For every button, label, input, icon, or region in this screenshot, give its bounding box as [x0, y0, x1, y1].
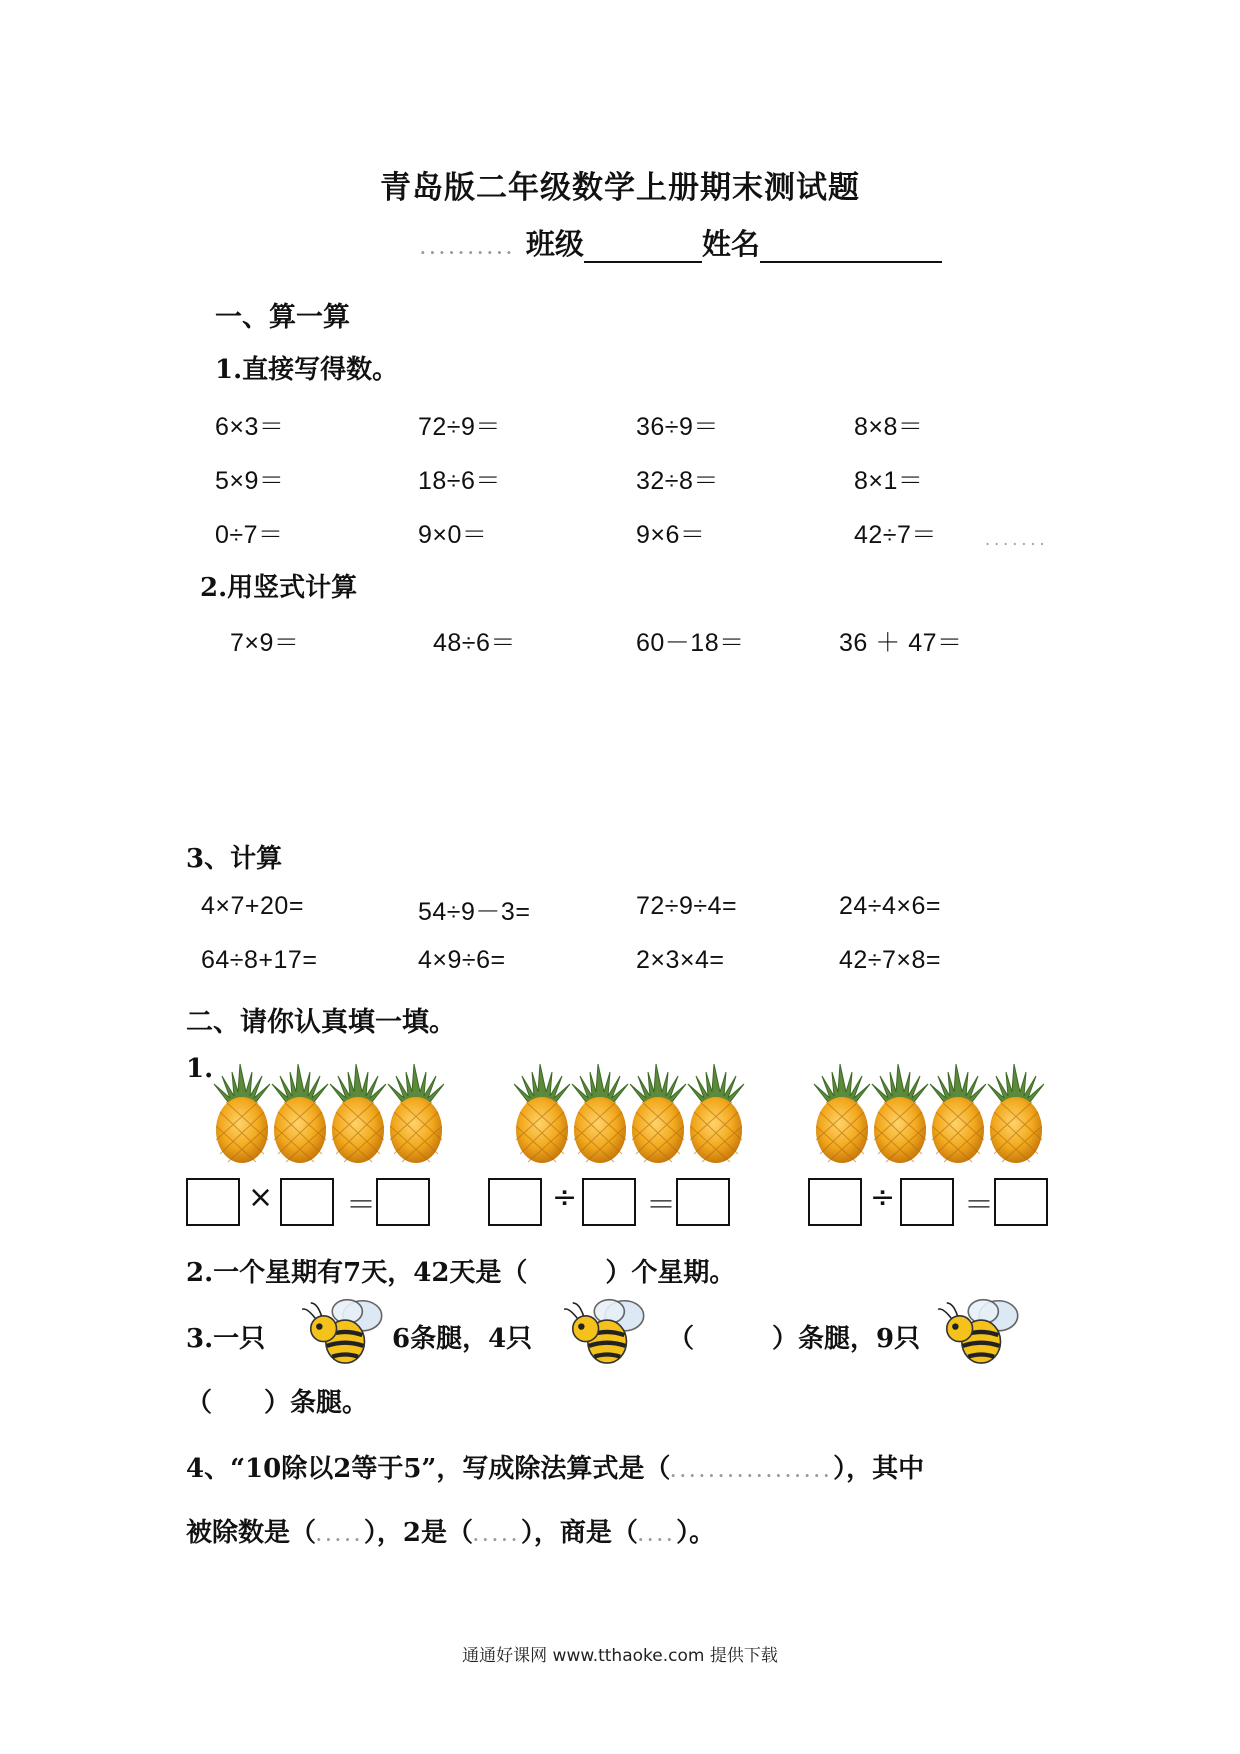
bee-icon [936, 1296, 1022, 1370]
leader-dots: ....... [985, 530, 1049, 549]
s2-q3-line2[interactable]: （ ）条腿。 [186, 1388, 369, 1418]
answer-box[interactable] [676, 1178, 730, 1226]
divide-sign: ÷ [552, 1180, 578, 1215]
name-label: 姓名 [701, 227, 760, 261]
student-info [420, 222, 942, 263]
answer-box[interactable] [808, 1178, 862, 1226]
s2-q3-part-a: 3.一只 [186, 1324, 266, 1354]
problem[interactable]: 0÷7＝ [215, 521, 284, 549]
problem[interactable]: 42÷7＝ [854, 521, 937, 549]
s2-q2-text[interactable]: 2.一个星期有7天，42天是（ ）个星期。 [186, 1258, 736, 1288]
problem[interactable]: 64÷8+17= [201, 946, 318, 974]
divide-sign: ÷ [870, 1180, 896, 1215]
q3-label: 3、计算 [186, 844, 283, 874]
problem[interactable]: 8×1＝ [854, 467, 924, 495]
s2-q4-line1-text-a: 4、“10除以2等于5”，写成除法算式是（ [186, 1454, 671, 1484]
equals-sign: ＝ [346, 1188, 376, 1223]
answer-box[interactable] [582, 1178, 636, 1226]
footer-credit: 通通好课网 www.tthaoke.com 提供下载 [462, 1646, 778, 1666]
s2-q3-part-c[interactable]: （ ）条腿，9只 [668, 1324, 921, 1354]
class-label: 班级 [525, 227, 584, 261]
s2-q1-label: 1. [186, 1054, 214, 1084]
pineapple-icon [812, 1062, 872, 1166]
problem[interactable]: 36÷9＝ [636, 413, 719, 441]
s2-q4-line2-text-b: ），2是（ [363, 1518, 473, 1548]
problem[interactable]: 42÷7×8= [839, 946, 942, 974]
problem[interactable]: 54÷9－3= [418, 898, 531, 926]
name-field[interactable] [760, 227, 942, 263]
pineapple-icon [386, 1062, 446, 1166]
s2-q4-line1-text-b: ），其中 [833, 1454, 925, 1484]
s2-q4-line1 [186, 1448, 924, 1485]
multiply-sign: × [248, 1180, 274, 1215]
s2-q4-line2-text-a: 被除数是（ [186, 1518, 317, 1548]
answer-blank[interactable]: ................. [670, 1462, 834, 1481]
problem[interactable]: 72÷9÷4= [636, 892, 738, 920]
pineapple-icon [928, 1062, 988, 1166]
equals-sign: ＝ [964, 1188, 994, 1223]
bee-icon [300, 1296, 386, 1370]
pineapple-icon [512, 1062, 572, 1166]
problem[interactable]: 9×6＝ [636, 521, 706, 549]
problem[interactable]: 9×0＝ [418, 521, 488, 549]
s2-q3-part-b: 6条腿，4只 [392, 1324, 533, 1354]
answer-blank[interactable]: ..... [316, 1526, 364, 1545]
problem[interactable]: 7×9＝ [230, 629, 300, 657]
pineapple-icon [570, 1062, 630, 1166]
problem[interactable]: 4×9÷6= [418, 946, 506, 974]
s2-q4-line2 [186, 1512, 715, 1549]
problem[interactable]: 36 ＋ 47＝ [839, 629, 963, 657]
pineapple-icon [212, 1062, 272, 1166]
q1-label: 1.直接写得数。 [215, 355, 399, 385]
page-title: 青岛版二年级数学上册期末测试题 [380, 170, 860, 206]
answer-box[interactable] [280, 1178, 334, 1226]
section-1-heading: 一、算一算 [215, 302, 350, 333]
problem[interactable]: 24÷4×6= [839, 892, 942, 920]
pineapple-icon [986, 1062, 1046, 1166]
section-2-heading: 二、请你认真填一填。 [186, 1007, 456, 1038]
equals-sign: ＝ [646, 1188, 676, 1223]
pineapple-icon [686, 1062, 746, 1166]
problem[interactable]: 6×3＝ [215, 413, 285, 441]
answer-box[interactable] [186, 1178, 240, 1226]
answer-box[interactable] [376, 1178, 430, 1226]
pineapple-icon [328, 1062, 388, 1166]
problem[interactable]: 48÷6＝ [433, 629, 516, 657]
bee-icon [562, 1296, 648, 1370]
answer-box[interactable] [900, 1178, 954, 1226]
pineapple-icon [628, 1062, 688, 1166]
pineapple-icon [870, 1062, 930, 1166]
answer-blank[interactable]: ..... [472, 1526, 521, 1545]
problem[interactable]: 72÷9＝ [418, 413, 501, 441]
problem[interactable]: 18÷6＝ [418, 467, 501, 495]
q2-label: 2.用竖式计算 [200, 573, 358, 603]
s2-q4-line2-text-c: ），商是（ [520, 1518, 638, 1548]
answer-box[interactable] [994, 1178, 1048, 1226]
problem[interactable]: 4×7+20= [201, 892, 304, 920]
s2-q4-line2-text-d: ）。 [676, 1518, 716, 1548]
answer-blank[interactable]: .... [637, 1526, 677, 1545]
answer-box[interactable] [488, 1178, 542, 1226]
leader-dots: .......... [420, 239, 516, 258]
problem[interactable]: 5×9＝ [215, 467, 285, 495]
problem[interactable]: 8×8＝ [854, 413, 924, 441]
problem[interactable]: 60－18＝ [636, 629, 745, 657]
problem[interactable]: 32÷8＝ [636, 467, 719, 495]
class-field[interactable] [584, 227, 702, 263]
problem[interactable]: 2×3×4= [636, 946, 725, 974]
pineapple-icon [270, 1062, 330, 1166]
